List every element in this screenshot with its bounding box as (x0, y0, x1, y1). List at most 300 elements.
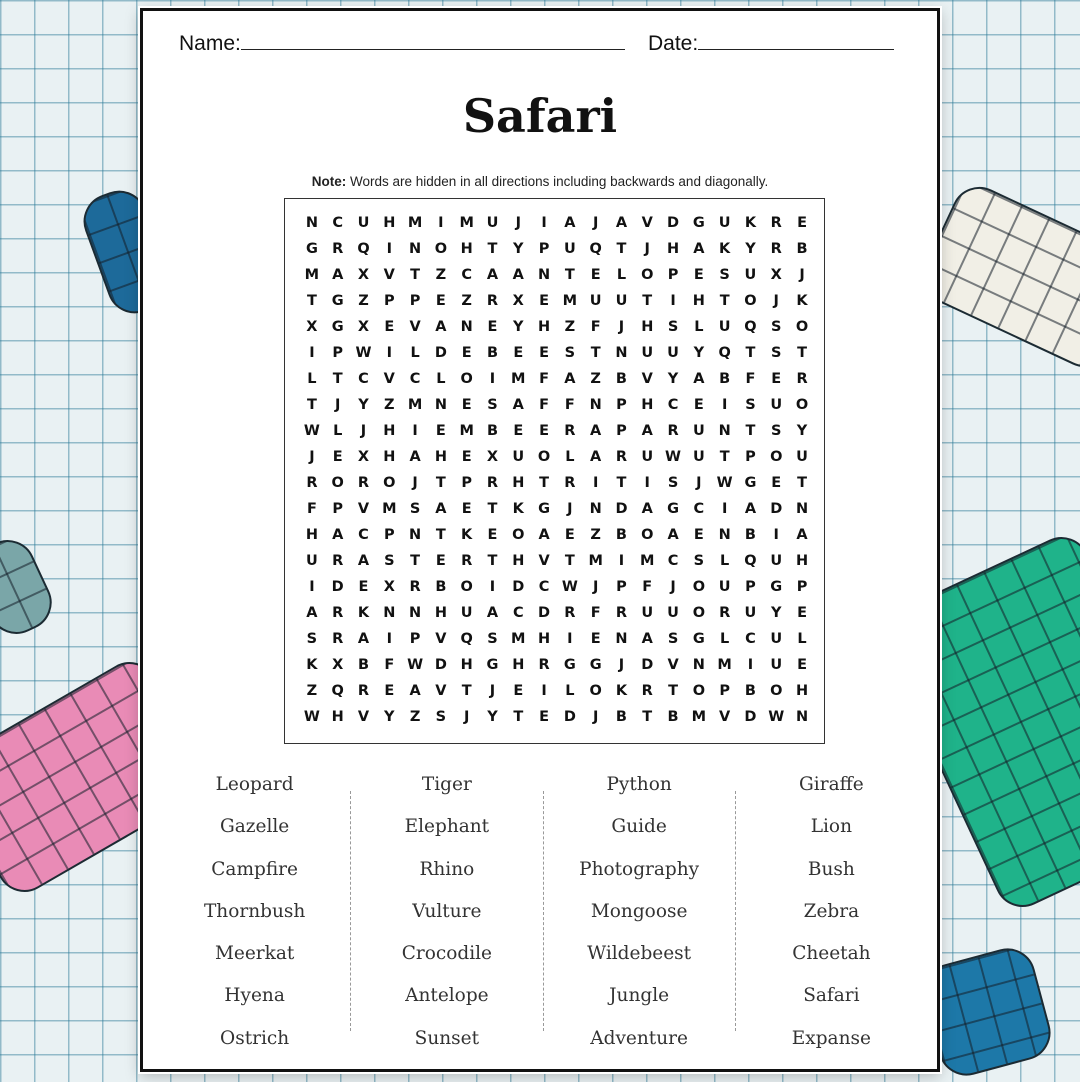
grid-letter: R (615, 605, 628, 621)
grid-letter: I (592, 475, 599, 491)
grid-letter: U (512, 449, 525, 465)
grid-letter: B (486, 345, 498, 361)
word-item: Python (606, 774, 672, 795)
grid-letter: I (747, 657, 754, 673)
grid-letter: O (537, 449, 551, 465)
grid-letter: P (409, 631, 421, 647)
word-item: Jungle (609, 985, 670, 1007)
grid-letter: Z (564, 319, 576, 335)
grid-letter: S (564, 345, 576, 361)
grid-letter: A (744, 501, 757, 517)
word-column (543, 774, 735, 1049)
grid-letter: J (592, 579, 599, 595)
grid-letter: D (538, 605, 551, 621)
grid-letter: P (667, 267, 679, 283)
grid-letter: N (383, 605, 396, 621)
grid-letter: H (383, 449, 396, 465)
grid-letter: A (615, 215, 628, 231)
word-item: Tiger (421, 774, 472, 795)
grid-letter: I (618, 553, 625, 569)
grid-letter: R (796, 371, 808, 387)
name-field[interactable] (179, 31, 625, 56)
grid-letter: F (306, 501, 317, 517)
grid-letter: J (670, 579, 676, 595)
grid-letter: R (667, 423, 679, 439)
word-item: Lion (810, 816, 852, 838)
grid-letter: P (745, 449, 756, 465)
grid-letter: G (331, 293, 344, 309)
grid-letter: V (383, 371, 395, 387)
grid-letter: C (358, 371, 369, 387)
grid-letter: F (590, 319, 601, 335)
grid-letter: T (719, 449, 730, 465)
grid-letter: J (567, 501, 573, 517)
grid-letter: K (796, 293, 808, 309)
grid-letter: B (486, 423, 498, 439)
grid-letter: R (564, 423, 576, 439)
grid-letter: Z (306, 683, 318, 699)
grid-letter: Q (357, 241, 370, 257)
grid-letter: V (357, 709, 370, 725)
grid-letter: C (693, 501, 705, 517)
grid-letter: N (615, 631, 628, 647)
grid-letter: P (409, 293, 421, 309)
grid-letter: L (797, 631, 807, 647)
grid-letter: I (773, 527, 779, 543)
grid-letter: H (641, 397, 654, 413)
grid-letter: U (718, 319, 731, 335)
grid-letter: V (383, 267, 395, 283)
grid-letter: P (383, 293, 395, 309)
grid-letter: B (615, 371, 627, 387)
grid-letter: C (358, 527, 369, 543)
grid-letter: J (515, 215, 521, 231)
grid-letter: A (435, 319, 447, 335)
grid-letter: T (616, 475, 627, 491)
word-item: Leopard (215, 774, 294, 795)
grid-letter: E (332, 449, 343, 465)
grid-letter: U (615, 293, 628, 309)
grid-letter: B (744, 527, 756, 543)
grid-letter: N (692, 657, 705, 673)
grid-letter: P (616, 397, 627, 413)
grid-letter: T (410, 267, 421, 283)
grid-letter: X (357, 319, 370, 335)
grid-letter: O (331, 475, 344, 491)
grid-letter: E (358, 579, 369, 595)
grid-letter: Q (744, 553, 757, 569)
word-item: Sunset (414, 1027, 480, 1049)
grid-letter: Q (589, 241, 602, 257)
grid-letter: D (770, 501, 783, 517)
grid-letter: E (513, 683, 524, 699)
grid-letter: Q (744, 319, 757, 335)
grid-letter: X (357, 449, 370, 465)
grid-letter: U (641, 345, 654, 361)
grid-letter: O (589, 683, 602, 699)
grid-letter: C (667, 397, 679, 413)
grid-letter: U (770, 553, 783, 569)
grid-letter: G (563, 657, 576, 673)
grid-letter: F (642, 579, 653, 595)
grid-letter: I (309, 345, 315, 361)
grid-letter: A (332, 267, 344, 283)
grid-letter: G (305, 241, 318, 257)
grid-letter: R (486, 293, 499, 309)
grid-letter: V (719, 709, 731, 725)
grid-letter: M (691, 709, 707, 725)
grid-letter: M (304, 267, 320, 283)
grid-letter: I (541, 683, 547, 699)
grid-letter: B (615, 709, 627, 725)
grid-letter: O (512, 527, 525, 543)
grid-letter: U (357, 215, 370, 231)
grid-letter: M (511, 631, 526, 647)
grid-letter: T (513, 709, 524, 725)
grid-letter: T (306, 397, 317, 413)
grid-letter: A (564, 371, 576, 387)
grid-letter: P (616, 579, 627, 595)
word-item: Giraffe (799, 774, 864, 795)
grid-letter: S (409, 501, 421, 517)
grid-letter: A (590, 449, 602, 465)
grid-letter: F (590, 605, 601, 621)
word-item: Photography (579, 858, 700, 880)
grid-letter: R (461, 553, 473, 569)
letter-grid (299, 210, 815, 730)
date-field[interactable] (648, 31, 894, 56)
grid-letter: Y (513, 319, 524, 335)
grid-letter: U (667, 605, 679, 621)
grid-letter: W (303, 423, 320, 439)
grid-letter: Y (667, 371, 679, 387)
grid-letter: G (692, 631, 705, 647)
grid-letter: I (386, 345, 392, 361)
grid-letter: D (434, 345, 447, 361)
grid-letter: D (563, 709, 576, 725)
grid-letter: J (334, 397, 341, 413)
word-item: Campfire (211, 858, 298, 880)
grid-letter: O (383, 475, 396, 491)
grid-letter: N (718, 423, 731, 439)
word-item: Adventure (590, 1027, 688, 1049)
grid-letter: Y (693, 345, 705, 361)
grid-letter: O (692, 605, 706, 621)
grid-letter: E (384, 319, 395, 335)
grid-letter: X (770, 267, 782, 283)
grid-letter: X (357, 267, 370, 283)
grid-letter: U (744, 605, 757, 621)
grid-letter: E (797, 657, 807, 673)
grid-letter: I (644, 475, 650, 491)
grid-letter: W (407, 657, 424, 673)
grid-letter: P (745, 579, 756, 595)
grid-letter: T (410, 553, 421, 569)
grid-letter: T (461, 683, 472, 699)
grid-letter: U (306, 553, 318, 569)
grid-letter: E (487, 527, 498, 543)
grid-letter: A (667, 527, 679, 543)
grid-letter: P (796, 579, 808, 595)
grid-letter: U (589, 293, 602, 309)
grid-letter: B (744, 683, 756, 699)
word-item: Safari (803, 985, 860, 1007)
grid-letter: U (460, 605, 473, 621)
word-item: Guide (611, 816, 667, 838)
word-item: Antelope (405, 985, 489, 1007)
word-item: Crocodile (401, 943, 492, 965)
grid-letter: N (589, 501, 602, 517)
grid-letter: U (692, 449, 705, 465)
grid-letter: T (745, 345, 756, 361)
grid-letter: T (564, 267, 575, 283)
grid-letter: N (409, 605, 422, 621)
grid-letter: F (564, 397, 575, 413)
grid-letter: E (590, 267, 601, 283)
grid-letter: C (745, 631, 756, 647)
worksheet (140, 8, 940, 1072)
grid-letter: Z (590, 527, 601, 543)
grid-letter: X (512, 293, 524, 309)
grid-letter: L (694, 319, 704, 335)
grid-letter: U (486, 215, 499, 231)
grid-letter: K (744, 215, 757, 231)
note-text: Words are hidden in all directions including backwards and diagonally. (346, 174, 769, 189)
grid-letter: A (486, 267, 499, 283)
date-line (698, 31, 894, 50)
grid-letter: S (771, 319, 782, 335)
grid-letter: M (459, 215, 474, 231)
grid-letter: G (538, 501, 551, 517)
grid-letter: C (332, 215, 344, 231)
grid-letter: H (538, 631, 551, 647)
grid-letter: D (331, 579, 344, 595)
grid-letter: M (382, 501, 397, 517)
grid-letter: N (460, 319, 473, 335)
grid-letter: H (434, 605, 447, 621)
grid-letter: K (512, 501, 524, 517)
grid-letter: J (618, 657, 625, 673)
word-item: Bush (807, 858, 855, 880)
grid-letter: D (512, 579, 525, 595)
grid-letter: N (305, 215, 318, 231)
grid-letter: W (768, 709, 785, 725)
grid-letter: R (770, 241, 782, 257)
note-label: Note: (311, 174, 347, 189)
grid-letter: T (797, 475, 807, 491)
grid-letter: S (667, 475, 679, 491)
grid-letter: T (797, 345, 807, 361)
grid-letter: I (489, 579, 496, 595)
grid-letter: E (590, 631, 601, 647)
grid-letter: I (309, 579, 315, 595)
grid-letter: Q (718, 345, 731, 361)
grid-letter: O (641, 267, 654, 283)
grid-letter: R (332, 241, 344, 257)
grid-letter: Q (460, 631, 473, 647)
grid-letter: G (486, 657, 499, 673)
grid-letter: C (512, 605, 524, 621)
grid-letter: E (461, 501, 472, 517)
grid-letter: P (538, 241, 550, 257)
grid-letter: U (718, 579, 731, 595)
grid-letter: Z (409, 709, 421, 725)
decor-roll-teal (0, 531, 61, 643)
grid-letter: Z (435, 267, 447, 283)
grid-letter: K (615, 683, 628, 699)
grid-letter: R (357, 683, 370, 699)
grid-letter: L (410, 345, 420, 361)
page-title: Safari (462, 89, 618, 143)
grid-letter: E (693, 527, 704, 543)
grid-letter: J (360, 423, 367, 439)
grid-letter: A (409, 683, 421, 699)
grid-letter: J (644, 241, 650, 257)
grid-letter: F (384, 657, 395, 673)
grid-letter: B (357, 657, 370, 673)
grid-letter: E (693, 267, 704, 283)
grid-letter: S (487, 397, 498, 413)
grid-letter: N (409, 527, 422, 543)
word-item: Meerkat (214, 943, 295, 965)
grid-letter: I (412, 423, 418, 439)
grid-letter: T (642, 293, 653, 309)
grid-letter: R (306, 475, 318, 491)
grid-letter: E (797, 215, 807, 231)
grid-letter: L (720, 553, 730, 569)
word-item: Ostrich (220, 1027, 290, 1049)
grid-letter: T (668, 683, 678, 699)
grid-letter: U (744, 267, 757, 283)
grid-letter: H (331, 709, 344, 725)
grid-letter: J (463, 709, 470, 725)
grid-letter: T (564, 553, 575, 569)
grid-letter: A (796, 527, 808, 543)
grid-letter: J (592, 215, 599, 231)
grid-letter: E (539, 423, 550, 439)
grid-letter: F (539, 397, 550, 413)
grid-letter: X (306, 319, 318, 335)
grid-letter: G (667, 501, 679, 517)
grid-letter: O (692, 683, 706, 699)
grid-letter: G (589, 657, 602, 673)
grid-letter: C (409, 371, 421, 387)
grid-letter: B (435, 579, 447, 595)
grid-letter: T (435, 527, 446, 543)
grid-letter: H (641, 319, 654, 335)
grid-letter: L (720, 631, 730, 647)
grid-letter: A (357, 553, 370, 569)
grid-letter: Y (513, 241, 524, 257)
grid-letter: J (799, 267, 805, 283)
grid-letter: M (588, 553, 603, 569)
word-item: Zebra (803, 900, 860, 922)
word-item: Elephant (404, 816, 490, 838)
grid-letter: V (667, 657, 679, 673)
word-item: Vulture (412, 900, 482, 922)
grid-letter: D (667, 215, 680, 231)
grid-letter: E (564, 527, 575, 543)
grid-letter: G (770, 579, 783, 595)
grid-letter: S (667, 631, 679, 647)
name-line (241, 31, 625, 50)
grid-letter: X (486, 449, 499, 465)
grid-letter: H (383, 423, 396, 439)
grid-letter: P (383, 527, 395, 543)
grid-letter: I (438, 215, 444, 231)
grid-letter: T (642, 709, 653, 725)
grid-letter: H (538, 319, 551, 335)
grid-letter: G (331, 319, 344, 335)
word-item: Hyena (224, 985, 285, 1007)
grid-letter: S (771, 423, 782, 439)
word-item: Cheetah (792, 943, 871, 965)
grid-letter: K (357, 605, 370, 621)
word-item: Gazelle (219, 816, 290, 838)
grid-letter: V (435, 631, 447, 647)
grid-letter: R (770, 215, 782, 231)
grid-letter: B (615, 527, 627, 543)
grid-letter: U (796, 449, 808, 465)
grid-letter: Z (384, 397, 395, 413)
grid-letter: E (539, 709, 550, 725)
grid-letter: R (332, 631, 344, 647)
grid-letter: Z (590, 371, 601, 387)
grid-letter: E (487, 319, 498, 335)
grid-letter: H (434, 449, 447, 465)
word-item: Thornbush (203, 900, 306, 922)
grid-letter: A (486, 605, 499, 621)
grid-letter: M (407, 215, 423, 231)
grid-letter: E (771, 475, 782, 491)
grid-letter: R (332, 605, 344, 621)
grid-letter: U (770, 631, 783, 647)
grid-letter: I (721, 397, 728, 413)
grid-letter: T (435, 475, 446, 491)
grid-letter: V (435, 683, 447, 699)
grid-letter: I (541, 215, 547, 231)
grid-letter: H (666, 241, 680, 257)
grid-letter: J (618, 319, 625, 335)
grid-letter: V (357, 501, 370, 517)
grid-letter: U (641, 605, 654, 621)
grid-letter: M (511, 371, 526, 387)
grid-letter: J (412, 475, 418, 491)
grid-letter: P (719, 683, 730, 699)
grid-letter: S (435, 709, 447, 725)
grid-letter: U (563, 241, 576, 257)
grid-letter: L (333, 423, 343, 439)
grid-letter: J (309, 449, 315, 465)
grid-letter: R (719, 605, 731, 621)
grid-letter: H (383, 215, 396, 231)
grid-letter: W (561, 579, 578, 595)
grid-letter: T (487, 501, 498, 517)
grid-letter: M (407, 397, 423, 413)
grid-letter: W (716, 475, 733, 491)
grid-letter: K (461, 527, 473, 543)
grid-letter: A (409, 449, 421, 465)
grid-letter: N (795, 501, 809, 517)
name-label: Name: (179, 32, 241, 55)
word-list (159, 771, 927, 1049)
grid-letter: A (641, 501, 653, 517)
grid-letter: J (696, 475, 702, 491)
grid-letter: S (487, 631, 498, 647)
grid-letter: I (670, 293, 676, 309)
grid-letter: O (744, 293, 757, 309)
grid-letter: T (745, 423, 756, 439)
